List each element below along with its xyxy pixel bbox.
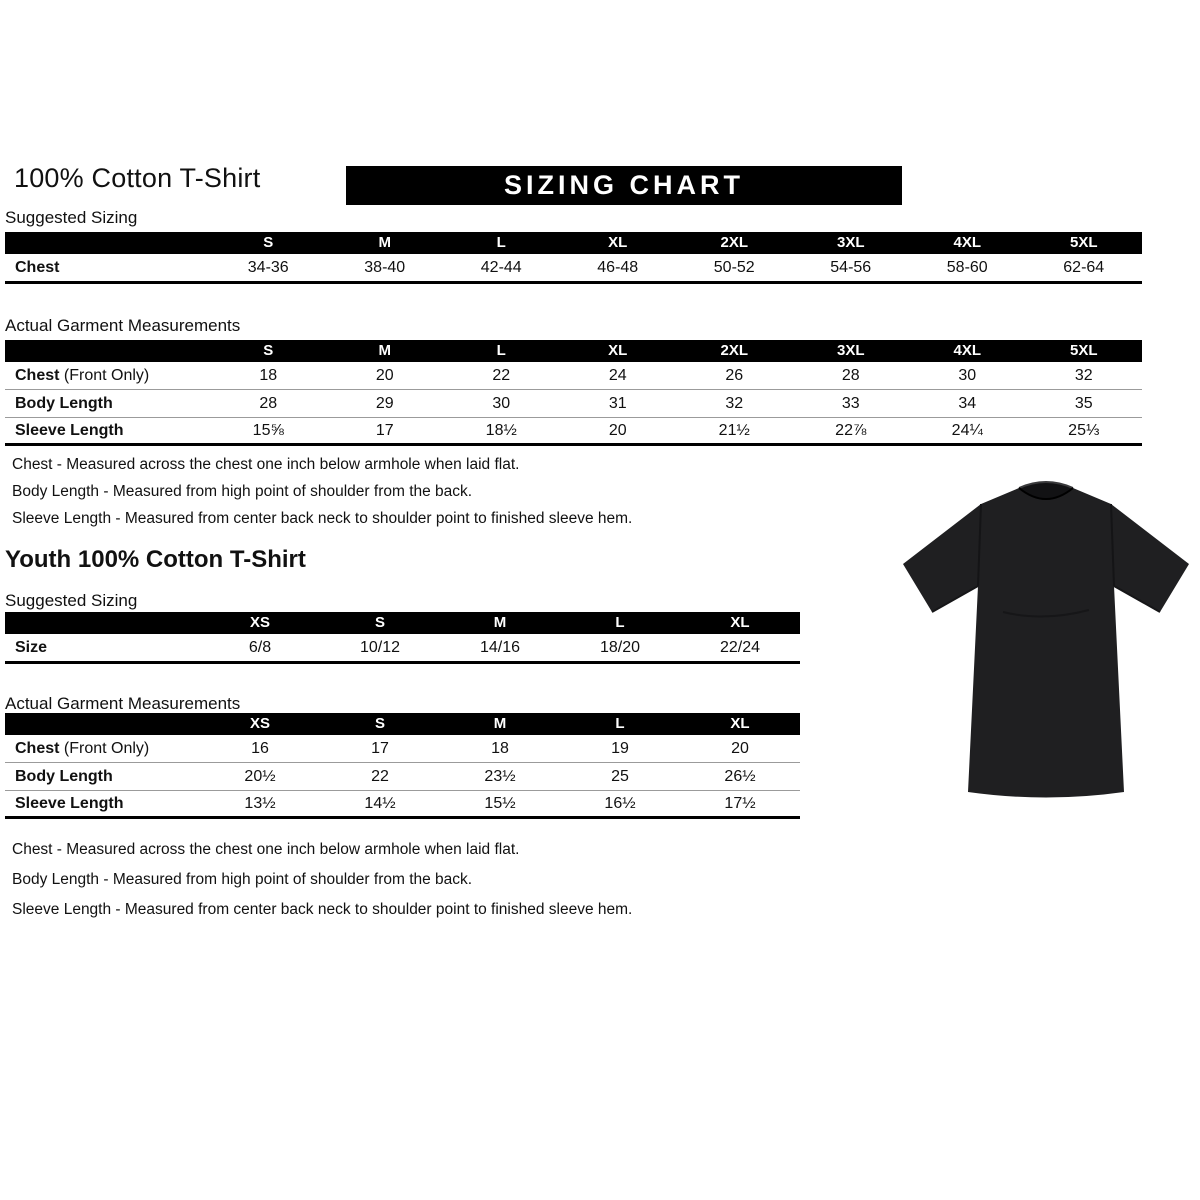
column-header: 4XL — [953, 234, 981, 251]
column-header: M — [493, 614, 507, 631]
column-header: 5XL — [1069, 342, 1098, 359]
table-cell: 20 — [608, 421, 627, 439]
row-label-text: Chest — [15, 258, 60, 276]
table-header-row — [5, 713, 800, 735]
table-cell: 14/16 — [479, 638, 521, 656]
adult-suggested-sizing-label: Suggested Sizing — [5, 208, 138, 227]
column-header: XL — [608, 234, 628, 251]
row-label-text: Size — [15, 638, 48, 656]
table-row — [5, 254, 1142, 284]
column-header: M — [493, 715, 507, 732]
note-line: Body Length - Measured from high point of shoulder from the back. — [12, 871, 473, 888]
table-cell: 32 — [1074, 366, 1093, 384]
column-header: 4XL — [953, 342, 981, 359]
table-cell: 22⅞ — [835, 421, 867, 439]
tshirt-image — [893, 472, 1199, 818]
row-label-text: Body Length — [15, 767, 113, 785]
table-cell: 24 — [608, 366, 627, 384]
table-cell: 14½ — [364, 794, 396, 812]
table-cell: 35 — [1074, 394, 1093, 412]
column-header: L — [615, 715, 625, 732]
table-cell: 33 — [841, 394, 860, 412]
column-header: L — [615, 614, 625, 631]
column-header: S — [263, 234, 274, 251]
table-cell: 22 — [492, 366, 511, 384]
column-header: XS — [249, 614, 270, 631]
table-cell: 17 — [375, 421, 394, 439]
table-cell: 26½ — [724, 767, 756, 785]
column-header: S — [263, 342, 274, 359]
table-row — [5, 791, 800, 819]
table-cell: 30 — [958, 366, 977, 384]
table-cell: 10/12 — [359, 638, 401, 656]
youth-suggested-sizing-table — [5, 612, 800, 664]
table-cell: 34 — [958, 394, 977, 412]
row-label-text: Body Length — [15, 394, 113, 412]
youth-garment-measurements-table — [5, 713, 800, 819]
adult-garment-measurements-label: Actual Garment Measurements — [5, 316, 241, 335]
table-cell: 17 — [371, 739, 389, 757]
table-cell: 32 — [725, 394, 744, 412]
table-row — [5, 634, 800, 664]
note-line: Sleeve Length - Measured from center back neck to shoulder point to finished sleeve hem. — [12, 901, 633, 918]
table-cell: 29 — [375, 394, 394, 412]
table-cell: 19 — [611, 739, 629, 757]
table-cell: 62-64 — [1063, 258, 1105, 276]
youth-section-title: Youth 100% Cotton T-Shirt — [5, 546, 306, 573]
adult-suggested-sizing-table — [5, 232, 1142, 284]
row-label — [5, 763, 200, 791]
row-label — [5, 253, 210, 283]
row-label-text: Chest — [15, 739, 60, 757]
column-header: M — [378, 234, 391, 251]
table-cell: 15⅝ — [252, 421, 284, 439]
youth-measurement-notes — [12, 840, 632, 930]
note-line: Chest - Measured across the chest one inch below armhole when laid flat. — [12, 456, 520, 473]
column-header: 5XL — [1069, 234, 1098, 251]
table-cell: 18/20 — [599, 638, 641, 656]
column-header: XL — [608, 342, 628, 359]
table-cell: 50-52 — [713, 258, 755, 276]
table-cell: 26 — [725, 366, 744, 384]
table-cell: 20½ — [244, 767, 276, 785]
column-header: M — [378, 342, 391, 359]
table-cell: 54-56 — [830, 258, 872, 276]
row-label — [5, 417, 210, 445]
note-line: Chest - Measured across the chest one inch below armhole when laid flat. — [12, 841, 520, 858]
row-label — [5, 633, 200, 663]
column-header: 2XL — [720, 342, 748, 359]
column-header: XL — [730, 715, 750, 732]
table-cell: 58-60 — [946, 258, 988, 276]
row-label-text: Sleeve Length — [15, 794, 124, 812]
page-title: 100% Cotton T-Shirt — [14, 163, 261, 193]
table-cell: 28 — [259, 394, 278, 412]
table-header-row — [5, 232, 1142, 254]
note-line: Body Length - Measured from high point of shoulder from the back. — [12, 483, 473, 500]
row-label-suffix: (Front Only) — [59, 739, 150, 757]
table-cell: 46-48 — [597, 258, 639, 276]
table-row — [5, 390, 1142, 418]
row-label — [5, 390, 210, 418]
table-header-row — [5, 340, 1142, 362]
table-cell: 20 — [731, 739, 749, 757]
table-cell: 22 — [371, 767, 389, 785]
row-label — [5, 790, 200, 818]
table-cell: 24¼ — [951, 421, 983, 439]
table-cell: 25 — [611, 767, 629, 785]
youth-garment-measurements-label: Actual Garment Measurements — [5, 694, 241, 713]
youth-suggested-sizing-label: Suggested Sizing — [5, 591, 138, 610]
column-header: S — [374, 614, 385, 631]
table-row — [5, 763, 800, 791]
table-cell: 22/24 — [719, 638, 761, 656]
table-cell: 25⅓ — [1068, 421, 1100, 439]
table-cell: 31 — [608, 394, 627, 412]
table-cell: 18 — [491, 739, 509, 757]
table-row — [5, 735, 800, 763]
table-cell: 30 — [492, 394, 511, 412]
table-cell: 13½ — [244, 794, 276, 812]
table-cell: 18 — [259, 366, 278, 384]
table-cell: 18½ — [485, 421, 517, 439]
column-header: L — [496, 234, 506, 251]
table-row — [5, 362, 1142, 390]
column-header: XL — [730, 614, 750, 631]
sizing-chart-banner: SIZING CHART — [346, 166, 902, 205]
column-header: 3XL — [836, 342, 865, 359]
table-header-row — [5, 612, 800, 634]
column-header: 3XL — [836, 234, 865, 251]
column-header: 2XL — [720, 234, 748, 251]
tshirt-body-shape — [903, 488, 1189, 798]
note-line: Sleeve Length - Measured from center back neck to shoulder point to finished sleeve hem. — [12, 510, 633, 527]
table-cell: 38-40 — [364, 258, 406, 276]
table-cell: 17½ — [724, 794, 756, 812]
table-cell: 6/8 — [248, 638, 272, 656]
adult-measurement-notes — [12, 455, 632, 536]
table-cell: 34-36 — [247, 258, 289, 276]
adult-garment-measurements-table — [5, 340, 1142, 446]
table-cell: 23½ — [484, 767, 516, 785]
row-label-text: Sleeve Length — [15, 421, 124, 439]
table-cell: 20 — [375, 366, 394, 384]
row-label — [5, 735, 200, 763]
column-header: XS — [249, 715, 270, 732]
table-row — [5, 418, 1142, 446]
table-cell: 21½ — [718, 421, 750, 439]
table-cell: 15½ — [484, 794, 516, 812]
row-label-suffix: (Front Only) — [59, 366, 150, 384]
row-label-text: Chest — [15, 366, 60, 384]
table-cell: 28 — [841, 366, 860, 384]
row-label — [5, 362, 210, 390]
column-header: S — [374, 715, 385, 732]
column-header: L — [496, 342, 506, 359]
table-cell: 16 — [251, 739, 269, 757]
table-cell: 16½ — [604, 794, 636, 812]
table-cell: 42-44 — [480, 258, 522, 276]
